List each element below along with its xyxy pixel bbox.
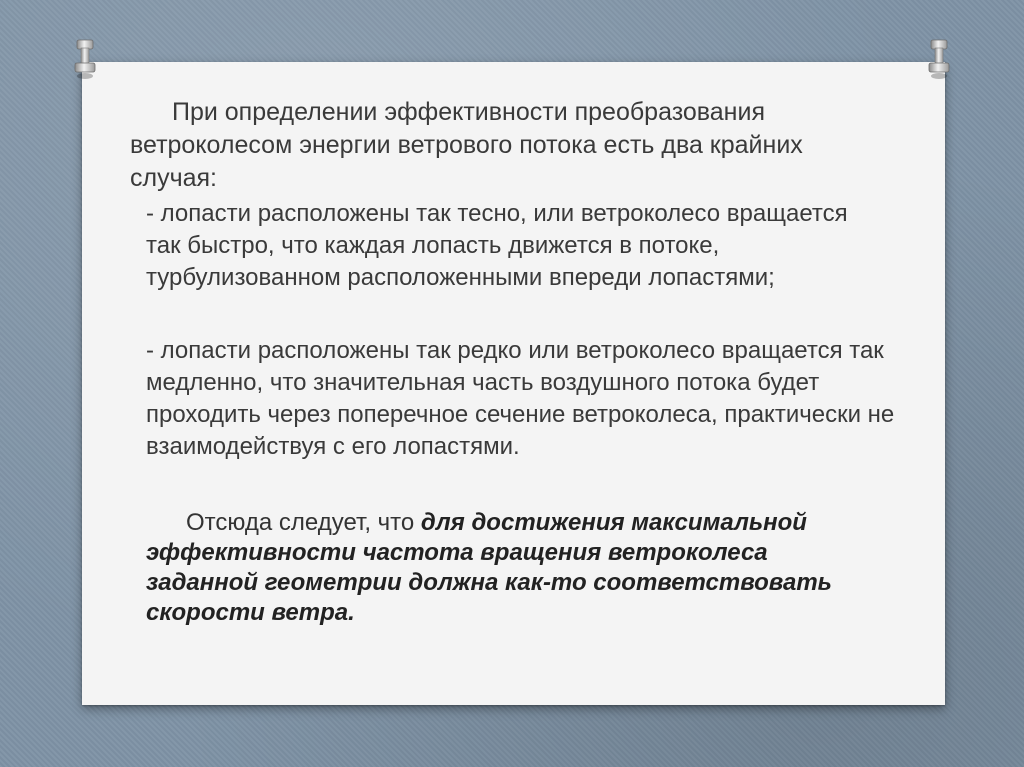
conclusion-paragraph xyxy=(146,508,886,628)
conclusion-lead: Отсюда следует, что xyxy=(186,509,421,536)
intro-paragraph: При определении эффективности преобразования ветроколесом энергии ветрового потока есть два крайних случая: xyxy=(130,98,803,192)
pushpin-icon xyxy=(928,38,950,84)
case-two-paragraph: - лопасти расположены так редко или ветроколесо вращается так медленно, что значительная часть воздушного потока будет проходить через поперечное сечение ветроколеса, практически не взаимодействуя с его лопастями. xyxy=(146,337,895,460)
conclusion-emphasis: для достижения максимальной эффективности частота вращения ветроколеса заданной геометрии должна как-то соответствовать скорости ветра. xyxy=(146,509,832,626)
case-one-paragraph: - лопасти расположены так тесно, или ветроколесо вращается так быстро, что каждая лопасть движется в потоке, турбулизованном расположенными впереди лопастями; xyxy=(146,200,848,291)
pushpin-icon xyxy=(74,38,96,84)
